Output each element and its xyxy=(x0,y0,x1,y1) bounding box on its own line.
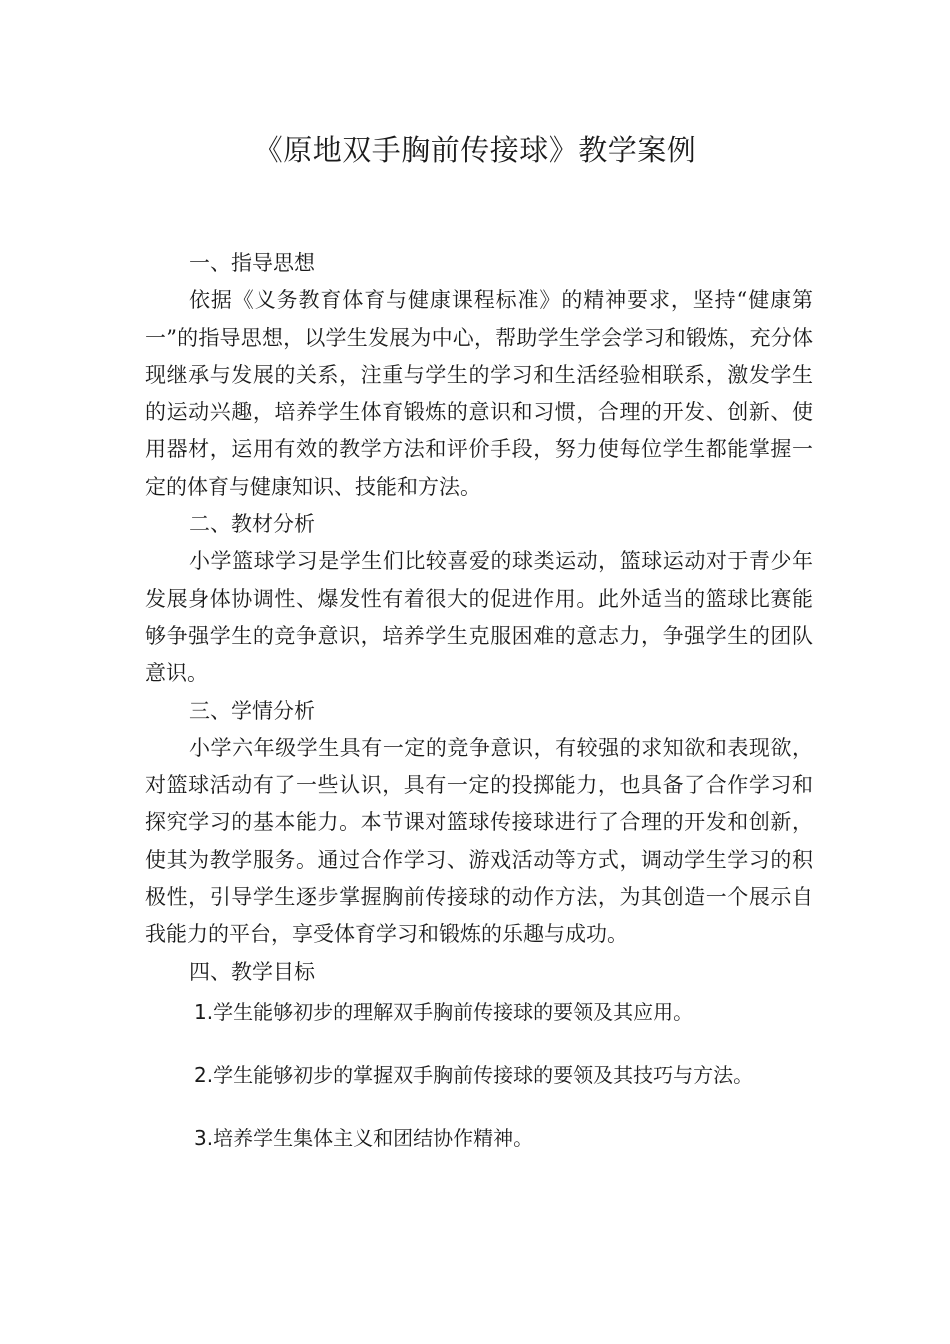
section-paragraph-material-analysis: 小学篮球学习是学生们比较喜爱的球类运动，篮球运动对于青少年发展身体协调性、爆发性有着很大的促进作用。此外适当的篮球比赛能够争强学生的竞争意识，培养学生克服困难的意志力，争强学生的团队意识。 xyxy=(145,549,813,686)
document-body xyxy=(145,245,813,1186)
goal-item-3: 3.培养学生集体主义和团结协作精神。 xyxy=(194,1125,534,1150)
section-heading-guiding-ideology: 一、指导思想 xyxy=(189,251,315,275)
section-heading-teaching-goals: 四、教学目标 xyxy=(189,959,315,984)
goal-item-1: 1.学生能够初步的理解双手胸前传接球的要领及其应用。 xyxy=(194,999,694,1024)
section-heading-material-analysis: 二、教材分析 xyxy=(189,512,315,537)
document-title: 《原地双手胸前传接球》教学案例 xyxy=(253,133,697,167)
section-paragraph-learner-analysis: 小学六年级学生具有一定的竞争意识，有较强的求知欲和表现欲，对篮球活动有了一些认识，具有一定的投掷能力，也具备了合作学习和探究学习的基本能力。本节课对篮球传接球进行了合理的开发和创新，使其为教学服务。通过合作学习、游戏活动等方式，调动学生学习的积极性，引导学生逐步掌握胸前传接球的动作方法，为其创造一个展示自我能力的平台，享受体育学习和锻炼的乐趣与成功。 xyxy=(145,735,813,947)
goal-item-2: 2.学生能够初步的掌握双手胸前传接球的要领及其技巧与方法。 xyxy=(194,1062,754,1087)
section-heading-learner-analysis: 三、学情分析 xyxy=(189,698,315,723)
section-paragraph-guiding-ideology: 依据《义务教育体育与健康课程标准》的精神要求，坚持“健康第一”的指导思想，以学生发展为中心，帮助学生学会学习和锻炼，充分体现继承与发展的关系，注重与学生的学习和生活经验相联系，激发学生的运动兴趣，培养学生体育锻炼的意识和习惯，合理的开发、创新、使用器材，运用有效的教学方法和评价手段，努力使每位学生都能掌握一定的体育与健康知识、技能和方法。 xyxy=(145,288,813,499)
goals-list xyxy=(145,997,813,1153)
